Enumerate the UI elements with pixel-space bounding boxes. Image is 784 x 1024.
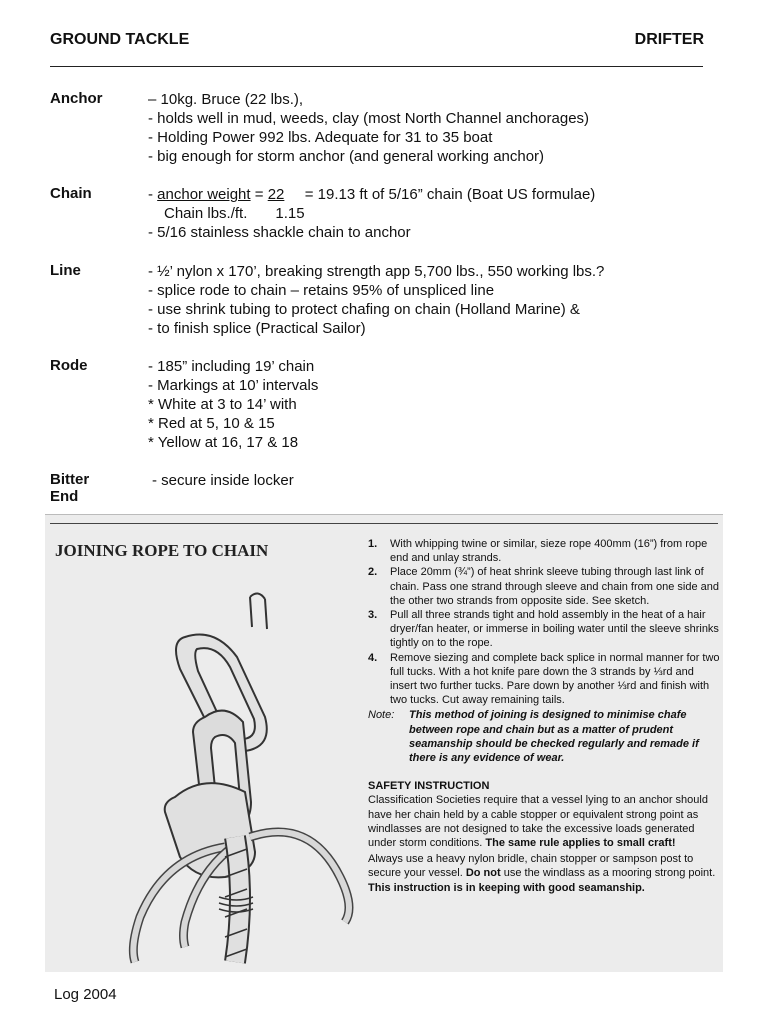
rode-line: - 185” including 19’ chain [148,358,315,375]
safety-bold-text: This instruction is in keeping with good seamanship. [368,881,645,894]
safety-text: Classification Societies require that a vessel lying to an anchor should have her chain held by a cable stopper or equivalent strong point as windlasses are not designed to take the excessive loads generated under storm conditions. [368,794,708,850]
step-number: 2. [368,566,378,579]
safety-paragraph [365,793,720,850]
anchor-label: Anchor [50,90,103,107]
rode-line: * Red at 5, 10 & 15 [148,415,275,432]
note-label: Note: [368,709,395,722]
formula-eq: = [250,186,268,203]
anchor-line: – 10kg. Bruce (22 lbs.), [148,91,304,108]
safety-paragraph [365,852,720,895]
step-number: 4. [368,651,378,664]
formula-denominator-value: 1.15 [275,205,305,222]
chain-lines [148,185,595,242]
safety-heading: SAFETY INSTRUCTION [368,780,490,793]
line-lines [148,262,604,338]
line-line: - use shrink tubing to protect chafing on chain (Holland Marine) & [148,301,580,318]
formula-result: = 19.13 ft of 5/16” chain (Boat US formulae) [296,186,596,203]
step-text: With whipping twine or similar, sieze rope 400mm (16”) from rope end and unlay strands. [390,538,708,565]
instruction-step [365,537,720,565]
rode-line: * Yellow at 16, 17 & 18 [148,434,299,451]
anchor-line: - Holding Power 992 lbs. Adequate for 31 to 35 boat [148,129,493,146]
instruction-step [365,608,720,651]
step-text: Pull all three strands tight and hold assembly in the heat of a hair dryer/fan heater, or immerse in boiling water until the sleeve shrinks tightly on to the rope. [390,609,719,650]
formula-prefix: - [148,186,158,203]
step-number: 1. [368,538,378,550]
chain-formula-denominator [148,204,595,223]
instruction-step [365,565,720,608]
page-title: GROUND TACKLE [50,31,190,48]
clipping-rule [50,523,718,524]
line-label: Line [50,262,81,279]
line-line: - ½’ nylon x 170’, breaking strength app 5,700 lbs., 550 working lbs.? [148,263,605,280]
anchor-line: - holds well in mud, weeds, clay (most North Channel anchorages) [148,110,590,127]
rode-lines [148,357,318,452]
clipping-title: JOINING ROPE TO CHAIN [55,541,269,560]
anchor-lines [148,90,589,166]
safety-text: use the windlass as a mooring strong point. [503,867,716,880]
rode-line: - Markings at 10’ intervals [148,377,319,394]
note [365,708,720,765]
rode-line: * White at 3 to 14’ with [148,396,297,413]
clipping-instructions [365,537,720,895]
formula-value: 22 [267,186,285,203]
vessel-name: DRIFTER [634,31,704,48]
line-line: - to finish splice (Practical Sailor) [148,320,366,337]
bitter-end-label: Bitter End [50,471,90,505]
safety-text: Always use a heavy nylon bridle, chain stopper or sampson post to secure your vessel. [368,853,694,880]
bitter-end-text: - secure inside locker [152,472,294,489]
formula-denominator: Chain lbs./ft. [164,205,248,222]
step-text: Remove siezing and complete back splice in normal manner for two full tucks. With a hot knife pare down the 3 strands by ⅓rd and insert two further tucks. Pare down by another ⅓rd and finish with two tucks. Cut away remaining tails. [390,651,720,707]
chain-line: - 5/16 stainless shackle chain to anchor [148,224,411,241]
safety-bold-text: Do not [465,867,501,880]
chain-label: Chain [50,185,92,202]
anchor-line: - big enough for storm anchor (and general working anchor) [148,148,545,165]
instruction-step [365,651,720,708]
chain-formula [148,185,595,204]
footer-log: Log 2004 [54,986,117,1003]
step-number: 3. [368,609,378,622]
step-text: Place 20mm (¾”) of heat shrink sleeve tubing through last link of chain. Pass one strand through sleeve and chain from one side and the other two strands from opposite side. See sketch. [390,566,719,607]
joining-rope-clipping [45,514,723,972]
formula-numerator: anchor weight [157,186,251,203]
safety-bold-text: The same rule applies to small craft! [485,837,676,850]
line-line: - splice rode to chain – retains 95% of unspliced line [148,282,495,299]
note-text: This method of joining is designed to minimise chafe between rope and chain but as a matter of prudent seamanship should be checked regularly and remade if there is any evidence of wear. [409,709,699,765]
rope-chain-splice-illustration [75,587,378,967]
header-divider [50,66,703,67]
rode-label: Rode [50,357,88,374]
